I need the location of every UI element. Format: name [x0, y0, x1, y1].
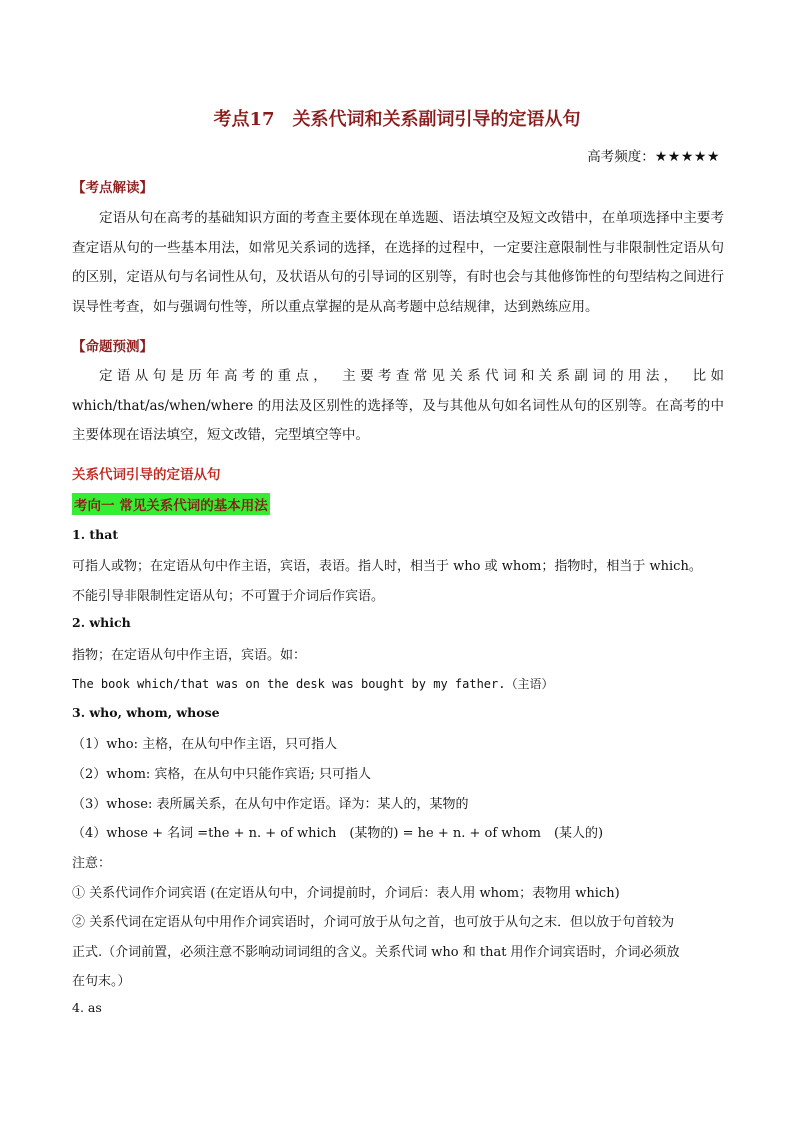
item-which-example: The book which/that was on the desk was bought by my father.（主语）: [72, 677, 554, 691]
note-2-line-2: 正式.（介词前置，必须注意不影响动词词组的含义。关系代词 who 和 that 用作介词宾语时，介词必须放: [72, 945, 680, 960]
frequency-label: 高考频度：: [587, 149, 655, 165]
item-that-heading: 1. that: [72, 527, 119, 542]
prediction-paragraph: 定语从句是历年高考的重点， 主要考查常见关系代词和关系副词的用法， 比如 which/that/as/when/where 的用法及区别性的选择等，及与其他从句如名词性从句的区别等。在高考的中主要体现在语法填空，短文改错，完型填空等中。: [72, 368, 724, 443]
item-that-line-1: 可指人或物；在定语从句中作主语，宾语，表语。指人时，相当于 who 或 whom；指物时，相当于 which。: [72, 559, 702, 574]
item-who-3: （3）whose: 表所属关系，在从句中作定语。译为：某人的，某物的: [72, 797, 469, 812]
item-which-line-1: 指物；在定语从句中作主语，宾语。如：: [72, 648, 307, 663]
item-who-1: （1）who: 主格，在从句中作主语，只可指人: [72, 737, 338, 752]
item-who-heading: 3. who, whom, whose: [72, 705, 220, 720]
item-which-heading: 2. which: [72, 615, 131, 630]
item-as-heading: 4. as: [72, 1000, 102, 1015]
section-tag-prediction: 【命题预测】: [72, 339, 153, 355]
interpretation-paragraph: 定语从句在高考的基础知识方面的考查主要体现在单选题、语法填空及短文改错中，在单项选择中主要考查定语从句的一些基本用法，如常见关系词的选择，在选择的过程中，一定要注意限制性与非限制性定语从句的区别，定语从句与名词性从句，及状语从句的引导词的区别等，有时也会与其他修饰性的句型结构之间进行误导性考查，如与强调句性等，所以重点掌握的是从高考题中总结规律，达到熟练应用。: [72, 210, 724, 315]
star-rating: ★★★★★: [654, 149, 720, 165]
note-2-line-3: 在句末。）: [72, 974, 131, 989]
subheading: 关系代词引导的定语从句: [72, 467, 221, 483]
page-title: 考点17 关系代词和关系副词引导的定语从句: [213, 109, 581, 130]
item-who-2: （2）whom: 宾格，在从句中只能作宾语; 只可指人: [72, 767, 371, 782]
frequency-rating: [587, 145, 720, 165]
note-1: ① 关系代词作介词宾语 (在定语从句中，介词提前时，介词后：表人用 whom；表物用 which): [72, 886, 620, 901]
item-who-4: （4）whose + 名词 =the + n. + of which (某物的) = he + n. + of whom (某人的): [72, 826, 604, 841]
note-2-line-1: ② 关系代词在定语从句中用作介词宾语时，介词可放于从句之首，也可放于从句之末．但以放于句首较为: [72, 915, 675, 930]
highlighted-heading: 考向一 常见关系代词的基本用法: [72, 493, 270, 515]
note-heading: 注意：: [72, 856, 112, 871]
item-that-line-2: 不能引导非限制性定语从句；不可置于介词后作宾语。: [72, 589, 385, 604]
section-tag-interpretation: 【考点解读】: [72, 180, 153, 196]
